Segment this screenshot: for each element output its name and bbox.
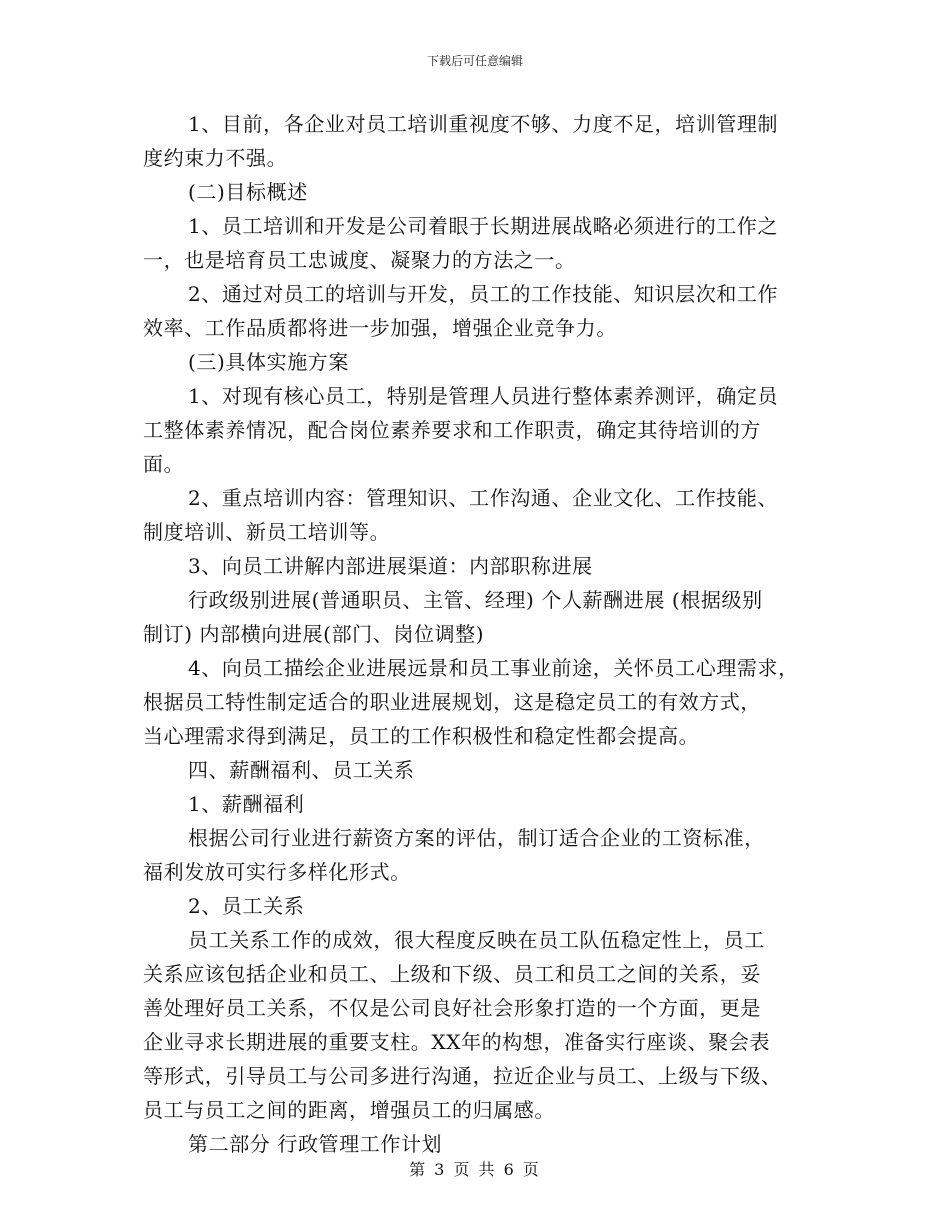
- text-line: 工整体素养情况，配合岗位素养要求和工作职责，确定其待培训的方: [143, 418, 761, 442]
- text-line: 行政级别进展(普通职员、主管、经理) 个人薪酬进展 (根据级别: [188, 588, 763, 612]
- text-line: 员工关系工作的成效，很大程度反映在员工队伍稳定性上，员工: [188, 928, 765, 952]
- text-line: 1、对现有核心员工，特别是管理人员进行整体素养测评，确定员: [188, 384, 779, 408]
- text-line: 度约束力不强。: [143, 146, 288, 170]
- text-line: 关系应该包括企业和员工、上级和下级、员工和员工之间的关系，妥: [143, 962, 761, 986]
- page-footer: 第 3 页 共 6 页: [409, 1160, 541, 1179]
- text-line: 善处理好员工关系，不仅是公司良好社会形象打造的一个方面，更是: [143, 996, 761, 1020]
- text-line: 2、员工关系: [188, 894, 305, 918]
- text-line: 制度培训、新员工培训等。: [143, 520, 391, 544]
- text-line: 四、薪酬福利、员工关系: [188, 758, 415, 782]
- text-line: 根据公司行业进行薪资方案的评估，制订适合企业的工资标准，: [188, 826, 765, 850]
- text-line: 员工与员工之间的距离，增强员工的归属感。: [143, 1098, 555, 1122]
- document-body: [143, 107, 823, 1161]
- text-line: 制订) 内部横向进展(部门、岗位调整): [143, 622, 485, 646]
- text-line: 1、员工培训和开发是公司着眼于长期进展战略必须进行的工作之: [188, 214, 779, 238]
- text-line: (三)具体实施方案: [188, 350, 350, 374]
- text-line: 面。: [143, 452, 185, 476]
- text-line: 2、重点培训内容：管理知识、工作沟通、企业文化、工作技能、: [188, 486, 779, 510]
- page-header: 下载后可任意编辑: [426, 54, 523, 68]
- text-line: 效率、工作品质都将进一步加强，增强企业竞争力。: [143, 316, 617, 340]
- text-line: 一，也是培育员工忠诚度、凝聚力的方法之一。: [143, 248, 576, 272]
- text-line: 根据员工特性制定适合的职业进展规划，这是稳定员工的有效方式，: [143, 690, 761, 714]
- text-line: 1、薪酬福利: [188, 792, 305, 816]
- text-line: (二)目标概述: [188, 180, 308, 204]
- text-line: 4、向员工描绘企业进展远景和员工事业前途，关怀员工心理需求，: [188, 656, 799, 680]
- text-line: 企业寻求长期进展的重要支柱。XX年的构想，准备实行座谈、聚会表: [143, 1030, 771, 1054]
- text-line: 福利发放可实行多样化形式。: [143, 860, 411, 884]
- text-line: 1、目前，各企业对员工培训重视度不够、力度不足，培训管理制: [188, 112, 779, 136]
- text-line: 3、向员工讲解内部进展渠道：内部职称进展: [188, 554, 593, 578]
- text-line: 当心理需求得到满足，员工的工作积极性和稳定性都会提高。: [143, 724, 700, 748]
- text-line: 2、通过对员工的培训与开发，员工的工作技能、知识层次和工作: [188, 282, 779, 306]
- text-line: 第二部分 行政管理工作计划: [188, 1132, 443, 1156]
- text-line: 等形式，引导员工与公司多进行沟通，拉近企业与员工、上级与下级、: [143, 1064, 782, 1088]
